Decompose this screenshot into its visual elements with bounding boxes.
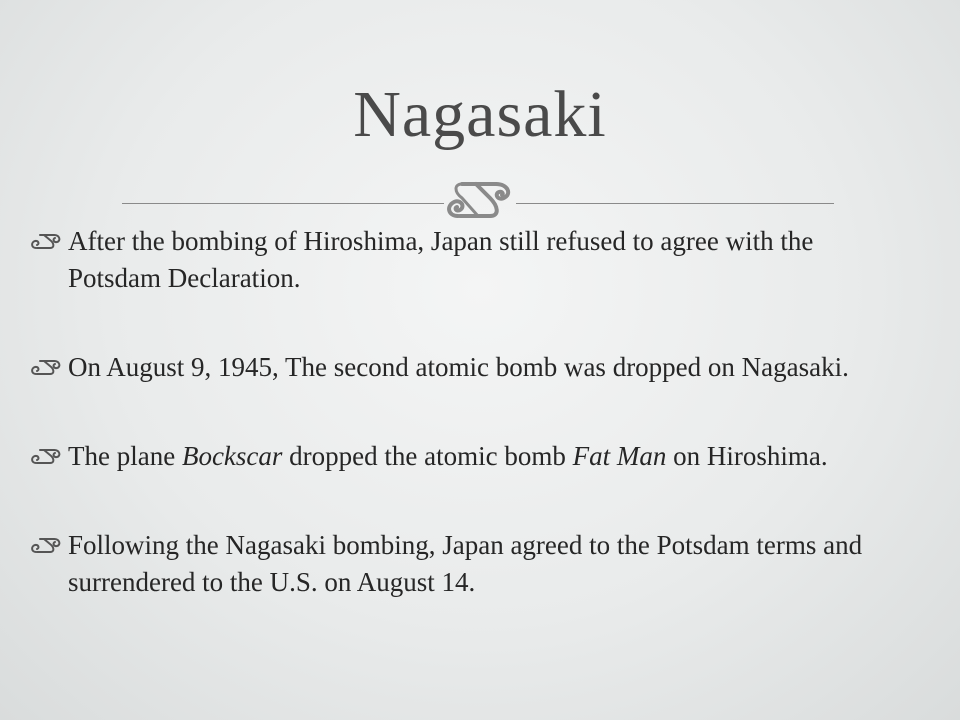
scroll-bullet-icon (30, 232, 62, 252)
bullet-text: On August 9, 1945, The second atomic bomb was dropped on Nagasaki. (68, 352, 849, 382)
aircraft-name: Bockscar (181, 441, 283, 471)
bullet-item (30, 527, 910, 601)
scroll-bullet-icon (30, 536, 62, 556)
title-divider-left (122, 203, 444, 204)
scroll-bullet-icon (30, 358, 62, 378)
bullet-item (30, 223, 910, 297)
scroll-ornament-icon (444, 176, 516, 226)
bullet-text: on Hiroshima. (666, 441, 828, 471)
bullet-text: dropped the atomic bomb (282, 441, 573, 471)
bullet-list (30, 223, 910, 653)
bomb-name: Fat Man (572, 441, 667, 471)
bullet-text: After the bombing of Hiroshima, Japan still refused to agree with the Potsdam Declaration. (68, 226, 814, 293)
bullet-text: The plane (68, 441, 182, 471)
bullet-text: Following the Nagasaki bombing, Japan agreed to the Potsdam terms and surrendered to the U.S. on August 14. (68, 530, 863, 597)
title-divider-right (516, 203, 834, 204)
slide-title: Nagasaki (353, 78, 607, 151)
scroll-bullet-icon (30, 447, 62, 467)
bullet-item (30, 349, 910, 386)
bullet-item (30, 438, 910, 475)
